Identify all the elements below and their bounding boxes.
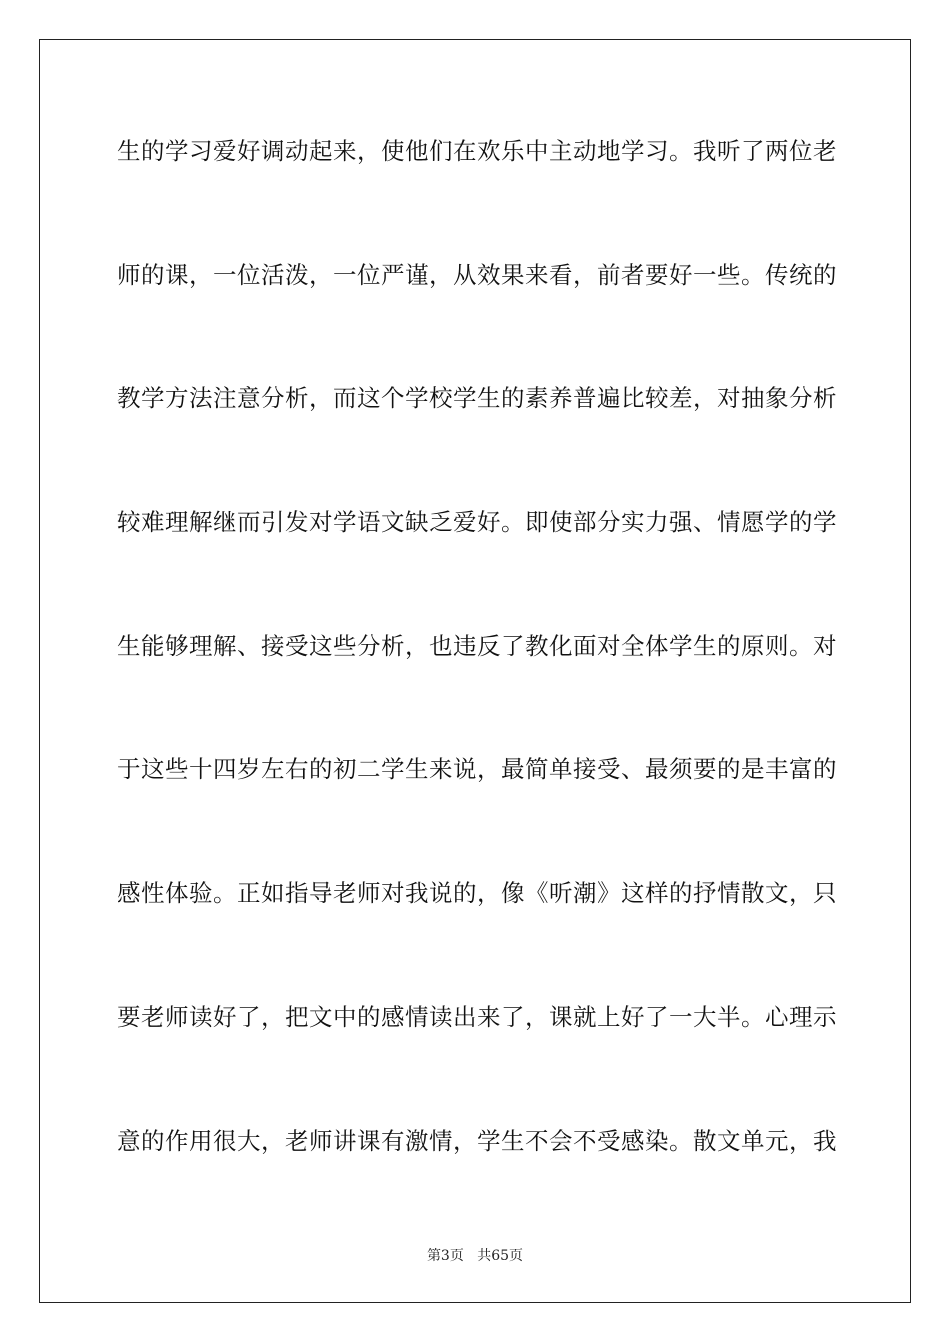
document-body bbox=[117, 128, 837, 1241]
text-line: 较难理解继而引发对学语文缺乏爱好。即使部分实力强、情愿学的学 bbox=[117, 508, 837, 537]
text-line: 意的作用很大，老师讲课有激情，学生不会不受感染。散文单元，我 bbox=[117, 1126, 837, 1155]
text-line: 生的学习爱好调动起来，使他们在欢乐中主动地学习。我听了两位老 bbox=[117, 137, 837, 165]
page-footer bbox=[0, 1247, 950, 1265]
text-line: 教学方法注意分析，而这个学校学生的素养普遍比较差，对抽象分析 bbox=[117, 384, 837, 413]
text-line: 于这些十四岁左右的初二学生来说，最简单接受、最须要的是丰富的 bbox=[117, 755, 837, 784]
text-line: 师的课，一位活泼，一位严谨，从效果来看，前者要好一些。传统的 bbox=[117, 260, 837, 289]
text-line: 感性体验。正如指导老师对我说的，像《听潮》这样的抒情散文，只 bbox=[117, 879, 837, 908]
page-number: 第3页 bbox=[426, 1248, 464, 1264]
page-total: 共65页 bbox=[477, 1248, 524, 1264]
text-line: 生能够理解、接受这些分析，也违反了教化面对全体学生的原则。对 bbox=[117, 631, 837, 660]
text-line: 要老师读好了，把文中的感情读出来了，课就上好了一大半。心理示 bbox=[117, 1002, 837, 1031]
